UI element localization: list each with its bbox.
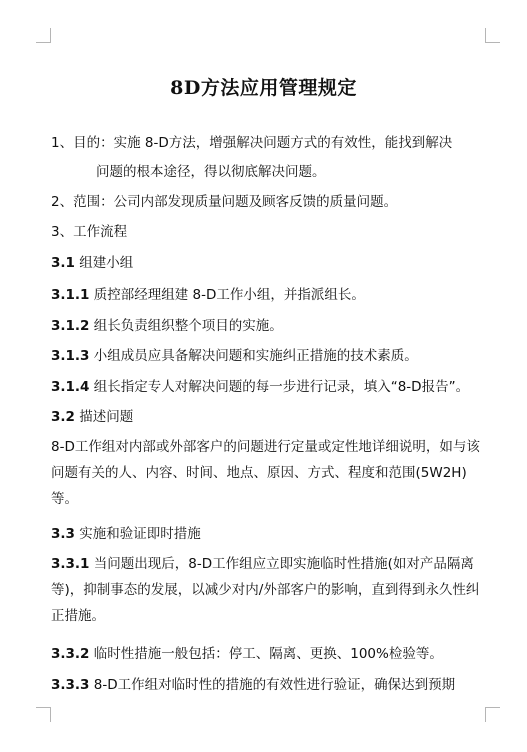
purpose-line-2: 问题的根本途径，得以彻底解决问题。	[96, 164, 326, 180]
section-text: 实施和验证即时措施	[74, 526, 201, 542]
section-number: 3.1.3	[51, 348, 90, 364]
section-number: 3.3.1	[51, 556, 90, 572]
section-3-2-paragraph: 8-D工作组对内部或外部客户的问题进行定量或定性地详细说明，如与该问题有关的人、内容、时间、地点、原因、方式、程度和范围(5W2H)等。	[51, 439, 480, 507]
section-number: 3.1.4	[51, 379, 90, 395]
section-3-3-1	[51, 551, 487, 629]
section-3-3	[51, 524, 201, 544]
section-number: 3.3.2	[51, 646, 90, 662]
section-3-3-2	[51, 644, 443, 664]
section-text: 临时性措施一般包括：停工、隔离、更换、100%检验等。	[89, 646, 443, 662]
corner-mark-bottom-left	[36, 707, 51, 722]
section-text: 组长负责组织整个项目的实施。	[89, 318, 283, 334]
section-number: 3.1	[51, 255, 75, 271]
section-text: 当问题出现后，8-D工作组应立即实施临时性措施(如对产品隔离等)，抑制事态的发展，以减少对内/外部客户的影响，直到得到永久性纠正措施。	[51, 556, 480, 624]
section-number: 3.2	[51, 409, 75, 425]
section-3-1-4	[51, 377, 469, 397]
section-number: 3.3	[51, 526, 75, 542]
corner-mark-bottom-right	[485, 707, 500, 722]
section-text: 描述问题	[74, 409, 134, 425]
section-text: 质控部经理组建 8-D工作小组，并指派组长。	[89, 287, 365, 303]
section-number: 3.1.2	[51, 318, 90, 334]
section-3-2	[51, 407, 133, 427]
section-number: 3.1.1	[51, 287, 90, 303]
section-text: 小组成员应具备解决问题和实施纠正措施的技术素质。	[89, 348, 418, 364]
section-number: 3.3.3	[51, 677, 90, 693]
section-3-1-2	[51, 316, 283, 336]
section-3-1-3	[51, 346, 418, 366]
section-text: 组长指定专人对解决问题的每一步进行记录，填入“8-D报告”。	[89, 379, 470, 395]
scope-line: 2、范围：公司内部发现质量问题及顾客反馈的质量问题。	[51, 194, 398, 210]
section-text: 8-D工作组对临时性的措施的有效性进行验证，确保达到预期	[89, 677, 456, 693]
section-text: 组建小组	[74, 255, 134, 271]
workflow-heading: 3、工作流程	[51, 224, 128, 240]
corner-mark-top-left	[36, 28, 51, 43]
corner-mark-top-right	[485, 28, 500, 43]
purpose-line-1: 1、目的：实施 8-D方法，增强解决问题方式的有效性，能找到解决	[51, 135, 453, 151]
section-3-3-3	[51, 675, 455, 695]
section-3-1	[51, 253, 133, 273]
document-title: 8D方法应用管理规定	[170, 77, 357, 99]
section-3-1-1	[51, 285, 365, 305]
